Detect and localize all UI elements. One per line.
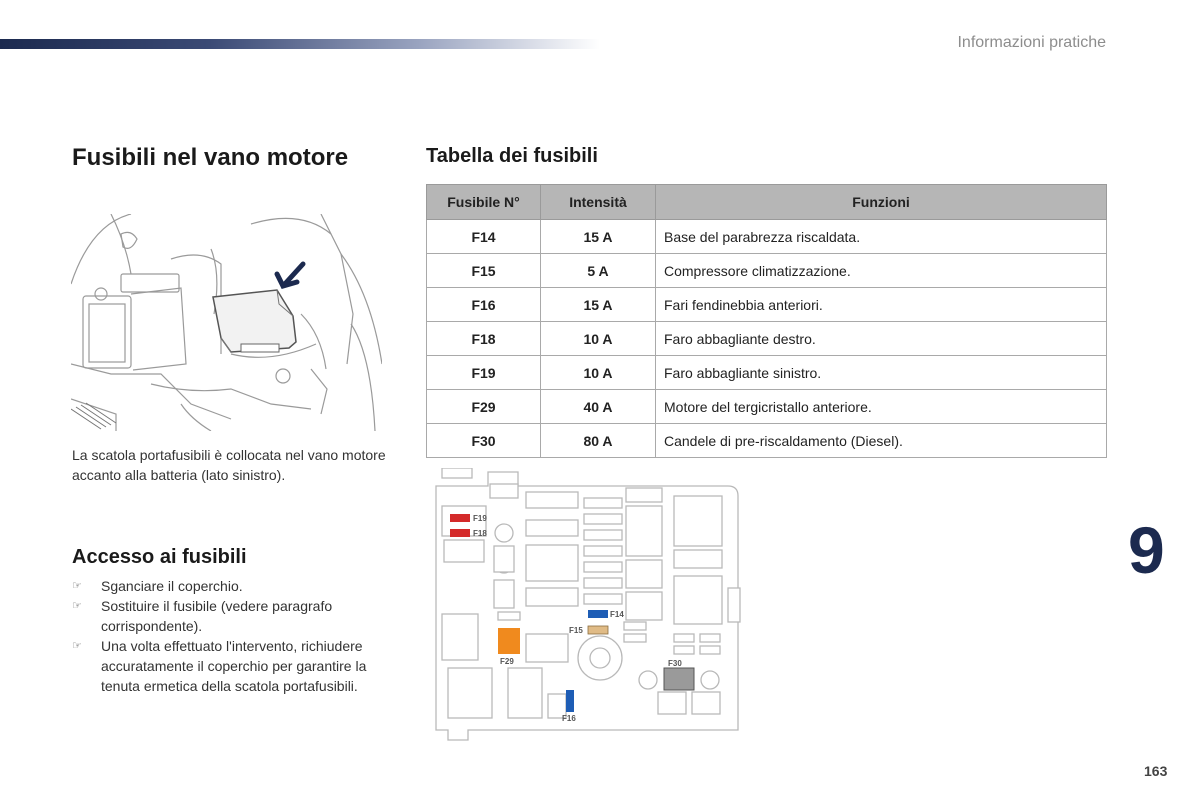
fuse-number: F14 (427, 220, 541, 254)
chapter-number: 9 (1128, 513, 1165, 587)
fuse-f15-marker (588, 626, 608, 634)
fuse-amperage: 15 A (541, 288, 656, 322)
table-row (427, 254, 1107, 288)
fuse-label: F18 (473, 529, 487, 538)
fuse-number: F30 (427, 424, 541, 458)
section-title: Informazioni pratiche (957, 34, 1106, 51)
fuse-function: Compressore climatizzazione. (656, 254, 1107, 288)
step-text: Sganciare il coperchio. (101, 578, 243, 594)
fuse-function: Faro abbagliante destro. (656, 322, 1107, 356)
fuse-amperage: 10 A (541, 322, 656, 356)
fuse-box-diagram (428, 468, 743, 753)
fuse-amperage: 40 A (541, 390, 656, 424)
table-row (427, 220, 1107, 254)
fuse-amperage: 10 A (541, 356, 656, 390)
table-header-row (427, 185, 1107, 220)
fuse-label: F29 (500, 657, 514, 666)
table-row (427, 356, 1107, 390)
fuse-f19-marker (450, 514, 470, 522)
fuse-function: Base del parabrezza riscaldata. (656, 220, 1107, 254)
fuse-number: F18 (427, 322, 541, 356)
fuse-amperage: 15 A (541, 220, 656, 254)
table-row (427, 390, 1107, 424)
fuse-amperage: 80 A (541, 424, 656, 458)
header-gradient-bar (0, 39, 600, 49)
page-title: Fusibili nel vano motore (72, 144, 349, 171)
fuse-table (426, 184, 1107, 458)
table-row (427, 288, 1107, 322)
fuse-f29-marker (498, 628, 520, 654)
access-heading: Accesso ai fusibili (72, 546, 247, 568)
fuse-f14-marker (588, 610, 608, 618)
fuse-function: Candele di pre-riscaldamento (Diesel). (656, 424, 1107, 458)
table-row (427, 424, 1107, 458)
fuse-f30-marker (664, 668, 694, 690)
access-steps (72, 576, 402, 696)
hand-pointer-icon: ☞ (72, 600, 82, 612)
table-row (427, 322, 1107, 356)
fuse-number: F15 (427, 254, 541, 288)
fuse-amperage: 5 A (541, 254, 656, 288)
step-text: Una volta effettuato l'intervento, richiudere accuratamente il coperchio per garantire la tenuta ermetica della scatola portafusibili. (101, 638, 367, 694)
fuse-number: F19 (427, 356, 541, 390)
fuse-function: Faro abbagliante sinistro. (656, 356, 1107, 390)
hand-pointer-icon: ☞ (72, 580, 82, 592)
column-header: Funzioni (656, 185, 1107, 220)
fuse-label: F15 (569, 626, 583, 635)
fuse-label: F30 (668, 659, 682, 668)
step-text: Sostituire il fusibile (vedere paragrafo corrispondente). (101, 598, 333, 634)
fuse-function: Motore del tergicristallo anteriore. (656, 390, 1107, 424)
fuse-label: F19 (473, 514, 487, 523)
fuse-function: Fari fendinebbia anteriori. (656, 288, 1107, 322)
fuse-number: F16 (427, 288, 541, 322)
column-header: Fusibile N° (427, 185, 541, 220)
list-item (72, 596, 402, 636)
photo-caption: La scatola portafusibili è collocata nel vano motore accanto alla batteria (lato sinistro). (72, 447, 386, 483)
table-heading: Tabella dei fusibili (426, 145, 598, 167)
page-number: 163 (1144, 763, 1168, 779)
fuse-number: F29 (427, 390, 541, 424)
fuse-label: F16 (562, 714, 576, 723)
fuse-f18-marker (450, 529, 470, 537)
fuse-label: F14 (610, 610, 624, 619)
fuse-f16-marker (566, 690, 574, 712)
hand-pointer-icon: ☞ (72, 640, 82, 652)
list-item (72, 576, 402, 596)
engine-bay-illustration (71, 214, 382, 431)
list-item (72, 636, 402, 696)
column-header: Intensità (541, 185, 656, 220)
